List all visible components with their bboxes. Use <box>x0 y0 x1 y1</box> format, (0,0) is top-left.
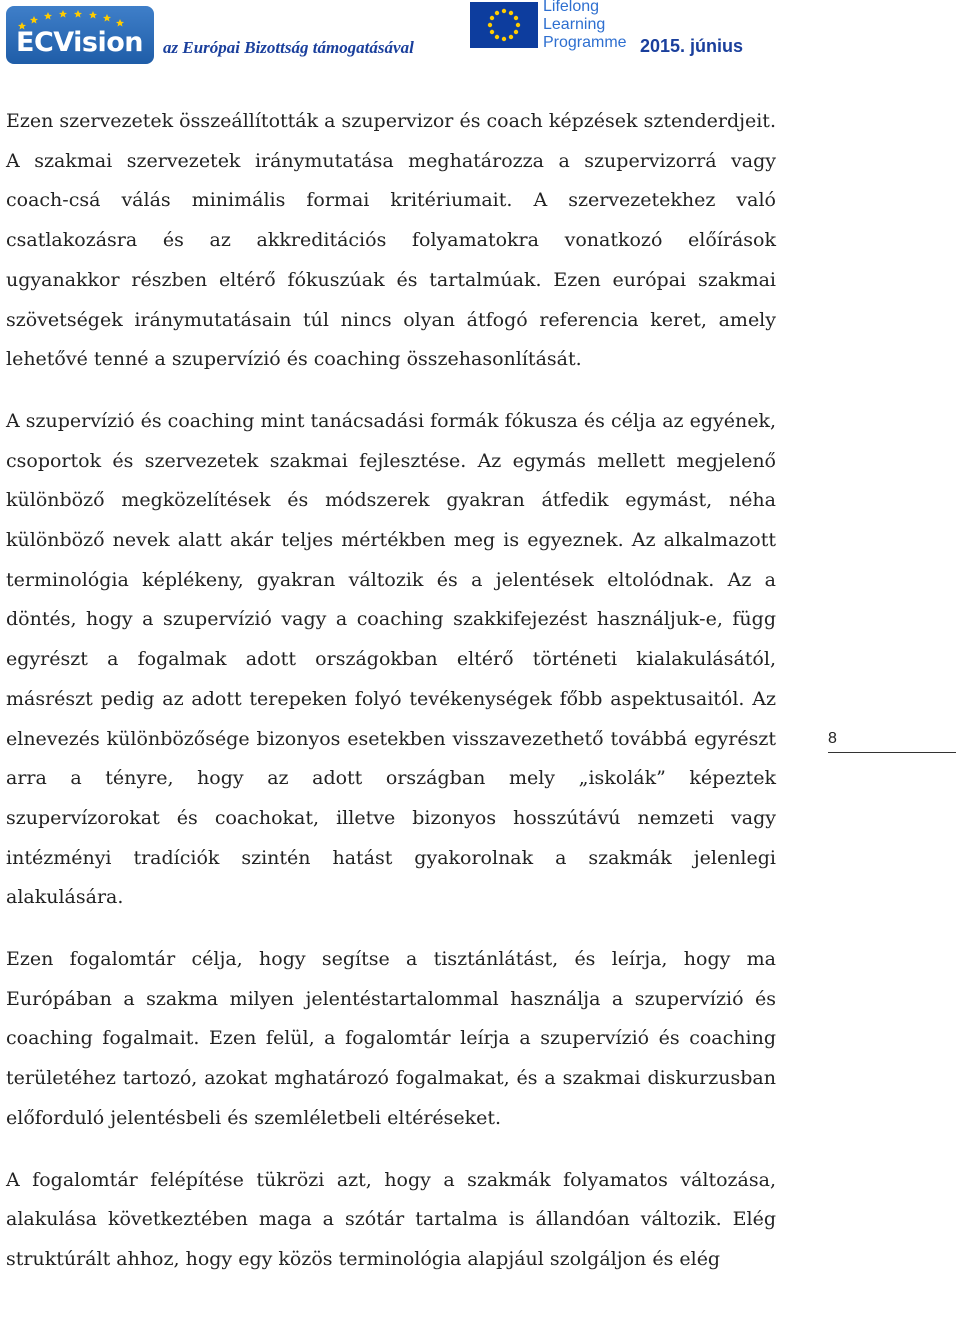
paragraph: A szupervízió és coaching mint tanácsadási formák fókusza és célja az egyének, csoportok és szervezetek szakmai fejlesztése. Az egymás mellett megjelenő különböző megközelítések és módszerek gyakran átfedik egymást, néha különböző nevek alatt akár teljes mértékben meg is egyeznek. Az alkalmazott terminológia képlékeny, gyakran változik és a jelentések eltolódnak. Az a döntés, hogy a szupervízió vagy a coaching szakkifejezést használjuk-e, függ egyrészt a fogalmak adott országokban eltérő történeti kialakulásától, másrészt pedig az adott terepeken folyó tevékenységek főbb aspektusaitól. Az elnevezés különbözősége bizonyos esetekben visszavezethető továbbá egyrészt arra a tényre, hogy az adott országban mely „iskolák” képeztek szupervízorokat és coachokat, illetve bizonyos hosszútávú nemzeti vagy intézményi tradíciók szintén hatást gyakorolnak a szakmák jelenlegi alakulására. <box>6 409 776 909</box>
lifelong-learning-programme-logo <box>543 0 627 52</box>
eu-flag-icon <box>470 2 538 48</box>
header-date: 2015. június <box>640 36 744 56</box>
logo-text: ECVision <box>16 27 144 58</box>
programme-line: Programme <box>543 34 627 51</box>
document-body <box>6 102 776 1302</box>
programme-line: Learning <box>543 16 606 33</box>
page-number: 8 <box>828 726 956 753</box>
page-header <box>0 0 960 75</box>
paragraph: Ezen szervezetek összeállították a szupervizor és coach képzések sztenderdjeit. A szakmai szervezetek iránymutatása meghatározza a szupervizorrá vagy coach-csá válás minimális formai kritériumait. A szervezetekhez való csatlakozásra és az akkreditációs folyamatokra vonatkozó előírások ugyanakkor részben eltérő fókuszúak és tartalmúak. Ezen európai szakmai szövetségek iránymutatásain túl nincs olyan átfogó referencia keret, amely lehetővé tenné a szupervízió és coaching összehasonlítását. <box>6 110 776 371</box>
paragraph: A fogalomtár felépítése tükrözi azt, hogy a szakmák folyamatos változása, alakulása következtében maga a szótár tartalma is állandóan változik. Elég struktúrált ahhoz, hogy egy közös terminológia alapjául szolgáljon és elég <box>6 1168 776 1270</box>
ecvision-logo <box>6 6 154 64</box>
paragraph: Ezen fogalomtár célja, hogy segítse a tisztánlátást, és leírja, hogy ma Európában a szakma milyen jelentéstartalommal használja a szupervízió és coaching fogalmait. Ezen felül, a fogalomtár leírja a szupervízió és coaching területéhez tartozó, azokat mghatározó fogalmakat, és a szakmai diskurzusban előforduló jelentésbeli és szemléletbeli eltéréseket. <box>6 948 776 1129</box>
support-statement: az Európai Bizottság támogatásával <box>163 38 414 57</box>
programme-line: Lifelong <box>543 0 600 15</box>
